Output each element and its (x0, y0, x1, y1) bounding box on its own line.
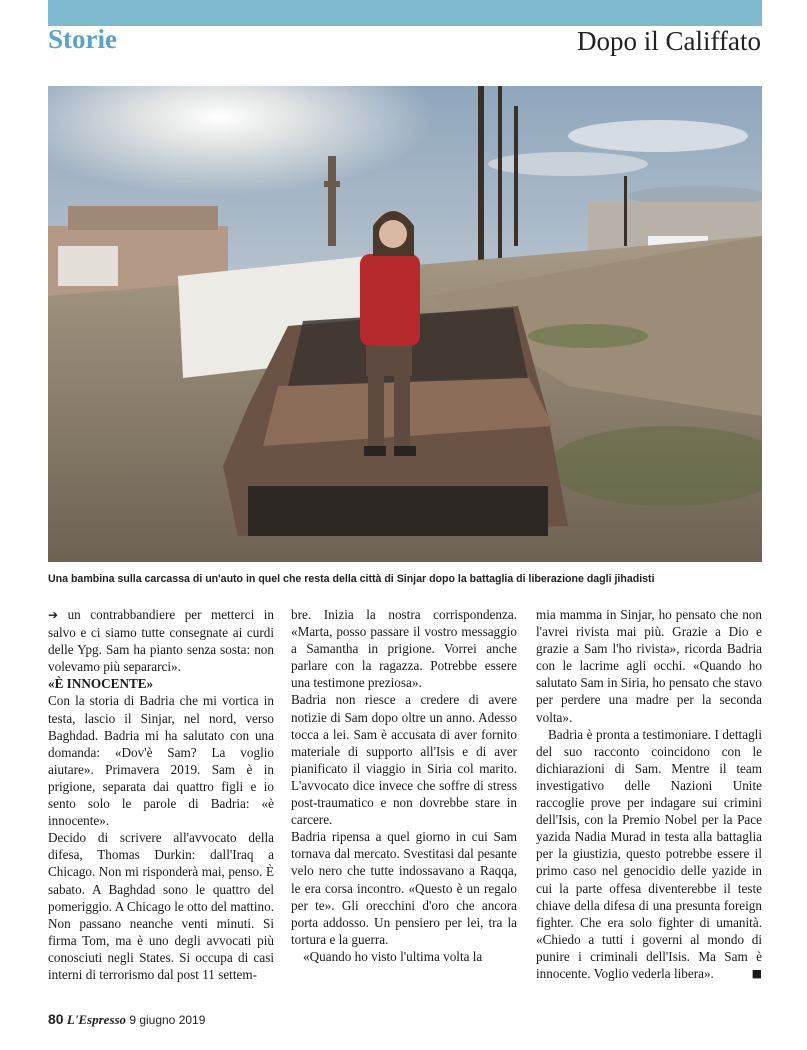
end-square-icon: ■ (751, 966, 762, 980)
article-column-3 (536, 606, 762, 982)
paragraph: Badria è pronta a testimoniare. I dettagli del suo racconto coincidono con le dichiarazioni di Sam. Mentre il team investigativo delle Nazioni Unite raccoglie prove per indagare sui crimini dell'Isis, con la Premio Nobel per la Pace yazida Nadia Murad in testa alla battaglia per la giustizia, questo potrebbe essere il primo caso nel genocidio delle yazide in cui la parte offesa diventerebbe il teste chiave della difesa di una presunta foreign fighter. Che era solo fighter di umanità. «Chiedo a tutti i governi al mondo di punire i criminali dell'Isis. Ma Sam è innocente. Voglio vederla libera». ■ (536, 726, 762, 981)
article-subheading: «È INNOCENTE» (48, 676, 154, 692)
section-title: Storie (48, 24, 117, 54)
issue-date: 9 giugno 2019 (129, 1013, 206, 1027)
paragraph: mia mamma in Sinjar, ho pensato che non l'avrei rivista mai più. Grazie a Dio e grazie a Sam l'ho rivista», ricorda Badria con le lacrime agli occhi. «Quando ho salutato Sam in Siria, ho pensato che stavo per perdere una madre per la seconda volta». (536, 607, 762, 725)
page-number: 80 (48, 1011, 64, 1027)
article-photo (48, 86, 762, 562)
paragraph: Badria ripensa a quel giorno in cui Sam tornava dal mercato. Svestitasi dal pesante velo nero che tutte indossavano a Raqqa, le era corsa incontro. «Questo è un regalo per te». Gli orecchini d'oro che ancora porta addosso. Un pensiero per lei, tra la tortura e la guerra. (291, 829, 517, 947)
paragraph: «Quando ho visto l'ultima volta la (303, 948, 483, 964)
paragraph: Con la storia di Badria che mi vortica in testa, lascio il Sinjar, nel nord, verso Baghdad. Badria mi ha salutato con una domanda: «Dov'è Sam? La voglio aiutare». Primavera 2019. Sam è in prigione, separata dai quattro figli e io sento solo le parole di Badria: «è innocente». (48, 693, 274, 829)
paragraph: bre. Inizia la nostra corrispondenza. «Marta, posso passare il vostro messaggio a Samantha in prigione. Vorrei anche parlare con la ragazza. Potrebbe essere una testimone preziosa». (291, 607, 517, 691)
magazine-logo: L'Espresso (66, 1012, 127, 1027)
photo-caption: Una bambina sulla carcassa di un'auto in quel che resta della città di Sinjar dopo la battaglia di liberazione dagli jihadisti (48, 573, 655, 585)
article-column-1 (48, 606, 274, 983)
paragraph: Badria non riesce a credere di avere notizie di Sam dopo oltre un anno. Adesso tocca a lei. Sam è accusata di aver fornito materiale di supporto all'Isis e di aver pianificato il viaggio in Siria col marito. L'avvocato dice invece che soffre di stress post-traumatico e non dovrebbe stare in carcere. (291, 692, 517, 828)
article-column-2 (291, 606, 517, 965)
paragraph: ➔ un contrabbandiere per metterci in salvo e ci siamo tutte consegnate ai curdi delle Ypg. Sam ha pianto senza sosta: non volevamo più separarci». (48, 607, 274, 675)
paragraph: Decido di scrivere all'avvocato della difesa, Thomas Durkin: dall'Iraq a Chicago. Non mi risponderà mai, penso. È sabato. A Baghdad sono le quattro del pomeriggio. A Chicago le otto del mattino. Non passano neanche venti minuti. Si firma Tom, ma è uno degli avvocati più conosciuti negli States. Si occupa di casi interni di terrorismo dal post 11 settem- (48, 830, 274, 982)
page-headline: Dopo il Califfato (577, 26, 761, 56)
arrow-right-icon: ➔ (48, 608, 59, 622)
page-footer (48, 1011, 205, 1028)
top-color-bar (48, 0, 762, 26)
